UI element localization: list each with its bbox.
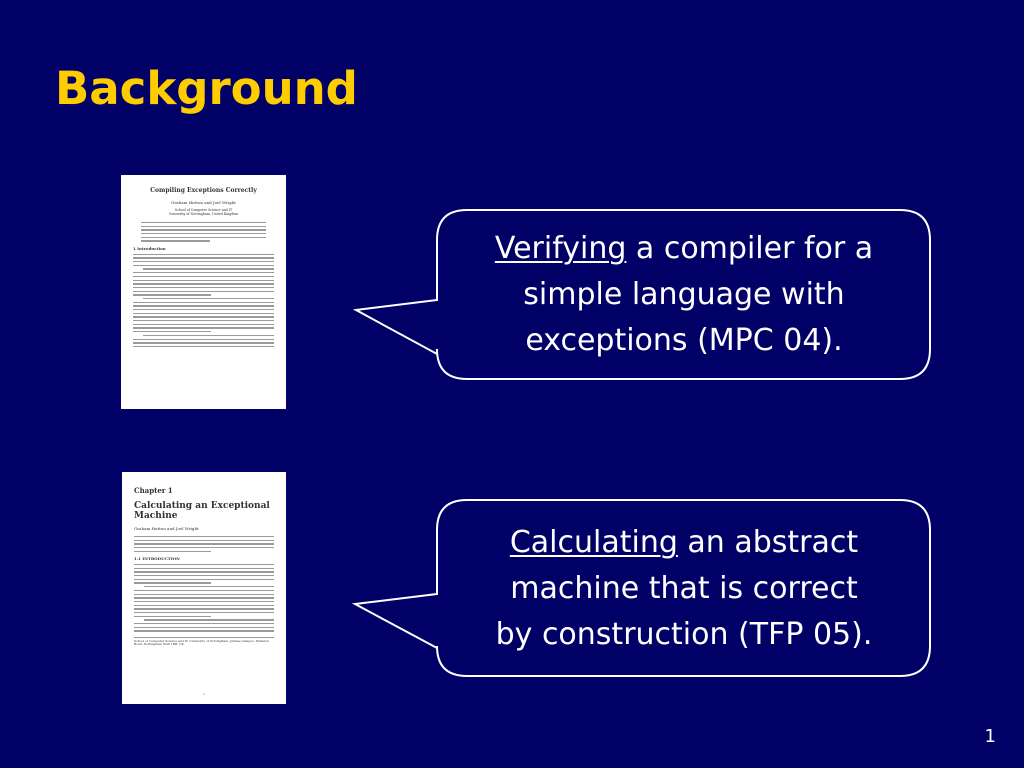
paper-chapter: Chapter 1	[134, 486, 173, 495]
callout-line-rest: an abstract	[677, 525, 859, 560]
callout-text-calculating	[446, 520, 922, 658]
callout-keyword: Verifying	[494, 231, 627, 266]
callout-line: exceptions (MPC 04).	[525, 323, 843, 358]
callout-line: simple language with	[523, 277, 845, 312]
paper-authors: Graham Hutton and Joel Wright	[134, 526, 199, 531]
paper-section-heading: 1 Introduction	[133, 245, 166, 251]
callout-line	[446, 226, 922, 272]
paper-title: Calculating an Exceptional Machine	[134, 501, 270, 521]
callout-line: machine that is correct	[510, 571, 858, 606]
paper-section-heading: 1.1 INTRODUCTION	[134, 556, 180, 562]
paper-title: Compiling Exceptions Correctly	[150, 187, 257, 194]
paper-authors: Graham Hutton and Joel Wright	[171, 200, 236, 205]
callout-line	[446, 520, 922, 566]
paper-affiliation-line: School of Computer Science and IT	[174, 208, 233, 212]
callout-line: by construction (TFP 05).	[495, 617, 873, 652]
paper-page-number: 1	[203, 692, 205, 696]
slide-page-number: 1	[984, 726, 996, 747]
paper-affiliation-line: University of Nottingham, United Kingdom	[168, 212, 239, 216]
callout-keyword: Calculating	[509, 525, 678, 560]
slide-title: Background	[55, 62, 358, 115]
callout-line-rest: a compiler for a	[626, 231, 874, 266]
callout-text-verifying	[446, 226, 922, 364]
paper-footnote: School of Computer Science and IT, University of Nottingham, Jubilee Campus, Wollaton Road, Nottingham NG8 1BB, UK.	[134, 637, 274, 647]
